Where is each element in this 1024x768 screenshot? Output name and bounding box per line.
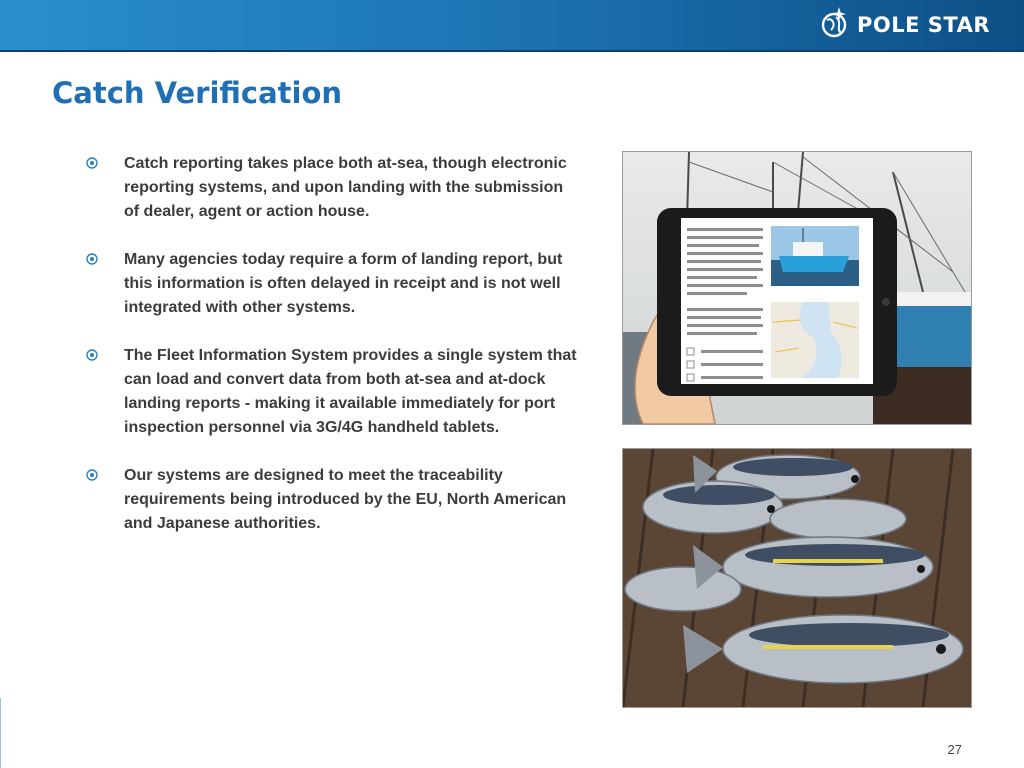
- brand-name: POLE STAR: [856, 13, 990, 37]
- list-item: [86, 464, 578, 536]
- bullet-text: Many agencies today require a form of landing report, but this information is often delayed in receipt and is not well integrated with other systems.: [124, 251, 563, 316]
- circled-dot-icon: [86, 157, 102, 169]
- left-edge-rule: [0, 698, 1, 768]
- bullet-list: [86, 152, 578, 560]
- tuna-catch-photo: [622, 448, 972, 708]
- tablet-harbor-photo: [622, 151, 972, 425]
- bullet-text: Catch reporting takes place both at-sea, though electronic reporting systems, and upon landing with the submission of dealer, agent or action house.: [124, 155, 567, 220]
- slide-title: Catch Verification: [52, 76, 343, 110]
- list-item: [86, 152, 578, 224]
- circled-dot-icon: [86, 253, 102, 265]
- circled-dot-icon: [86, 469, 102, 481]
- globe-star-icon: [821, 6, 851, 45]
- bullet-text: The Fleet Information System provides a single system that can load and convert data from both at-sea and at-dock landing reports - making it available immediately for port inspection personnel via 3G/4G handheld tablets.: [124, 347, 577, 436]
- bullet-text: Our systems are designed to meet the traceability requirements being introduced by the EU, North American and Japanese authorities.: [124, 467, 567, 532]
- list-item: [86, 344, 578, 440]
- page-number: 27: [947, 742, 962, 757]
- header-bar: [0, 0, 1024, 52]
- list-item: [86, 248, 578, 320]
- pole-star-logo: [821, 6, 990, 44]
- circled-dot-icon: [86, 349, 102, 361]
